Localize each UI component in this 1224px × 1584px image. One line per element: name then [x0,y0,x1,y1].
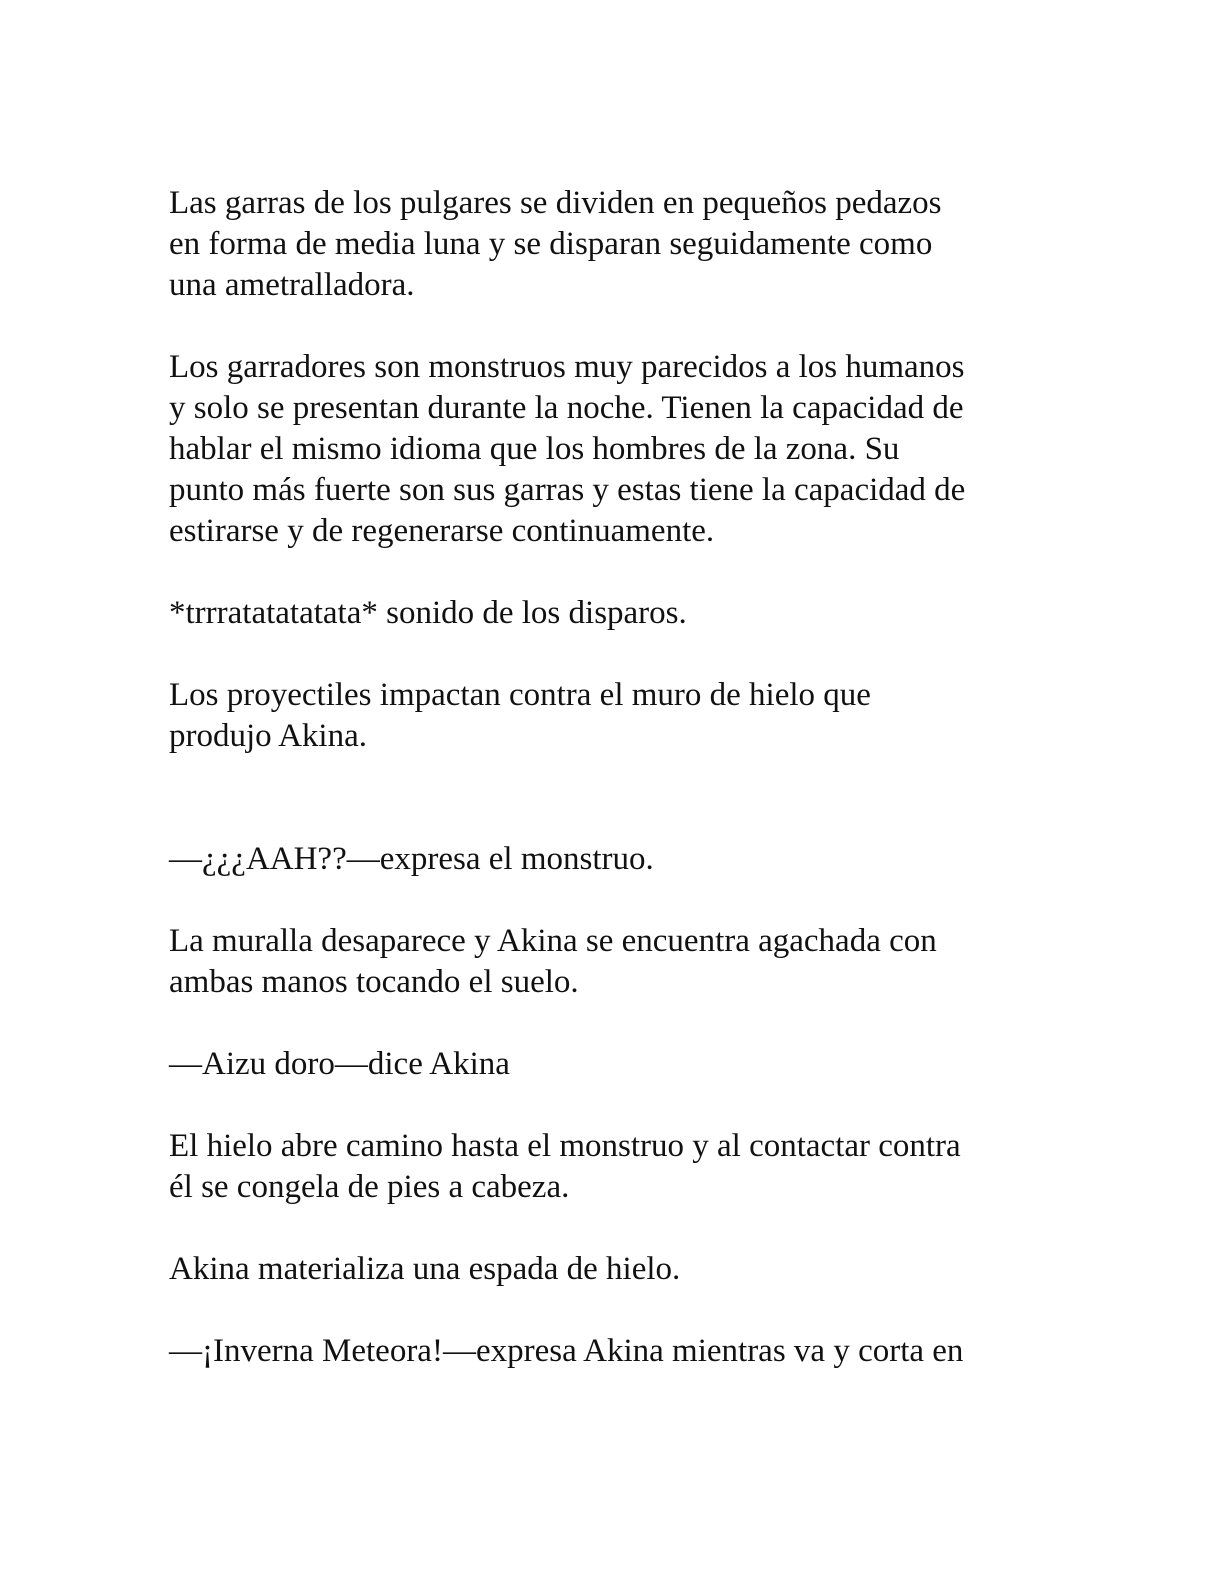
text-line: Los garradores son monstruos muy parecidos a los humanos [169,349,965,385]
text-line: una ametralladora. [169,267,415,303]
text-line: y solo se presentan durante la noche. Tienen la capacidad de [169,390,964,426]
text-line: Los proyectiles impactan contra el muro de hielo que [169,677,871,713]
text-line: ambas manos tocando el suelo. [169,964,579,1000]
dialogue-line: —¡Inverna Meteora!—expresa Akina mientras va y corta en [169,1333,964,1369]
text-line: produjo Akina. [169,718,367,754]
text-line: él se congela de pies a cabeza. [169,1169,570,1205]
text-line: punto más fuerte son sus garras y estas tiene la capacidad de [169,472,966,508]
text-line: en forma de media luna y se disparan seguidamente como [169,226,933,262]
text-line: Akina materializa una espada de hielo. [169,1251,681,1287]
text-line: estirarse y de regenerarse continuamente. [169,513,715,549]
text-line: El hielo abre camino hasta el monstruo y al contactar contra [169,1128,961,1164]
dialogue-line: —¿¿¿AAH??—expresa el monstruo. [169,841,654,877]
text-line: *trrratatatatata* sonido de los disparos. [169,595,687,631]
dialogue-line: —Aizu doro—dice Akina [169,1046,510,1082]
text-line: Las garras de los pulgares se dividen en pequeños pedazos [169,185,942,221]
text-line: hablar el mismo idioma que los hombres de la zona. Su [169,431,900,467]
text-line: La muralla desaparece y Akina se encuentra agachada con [169,923,937,959]
